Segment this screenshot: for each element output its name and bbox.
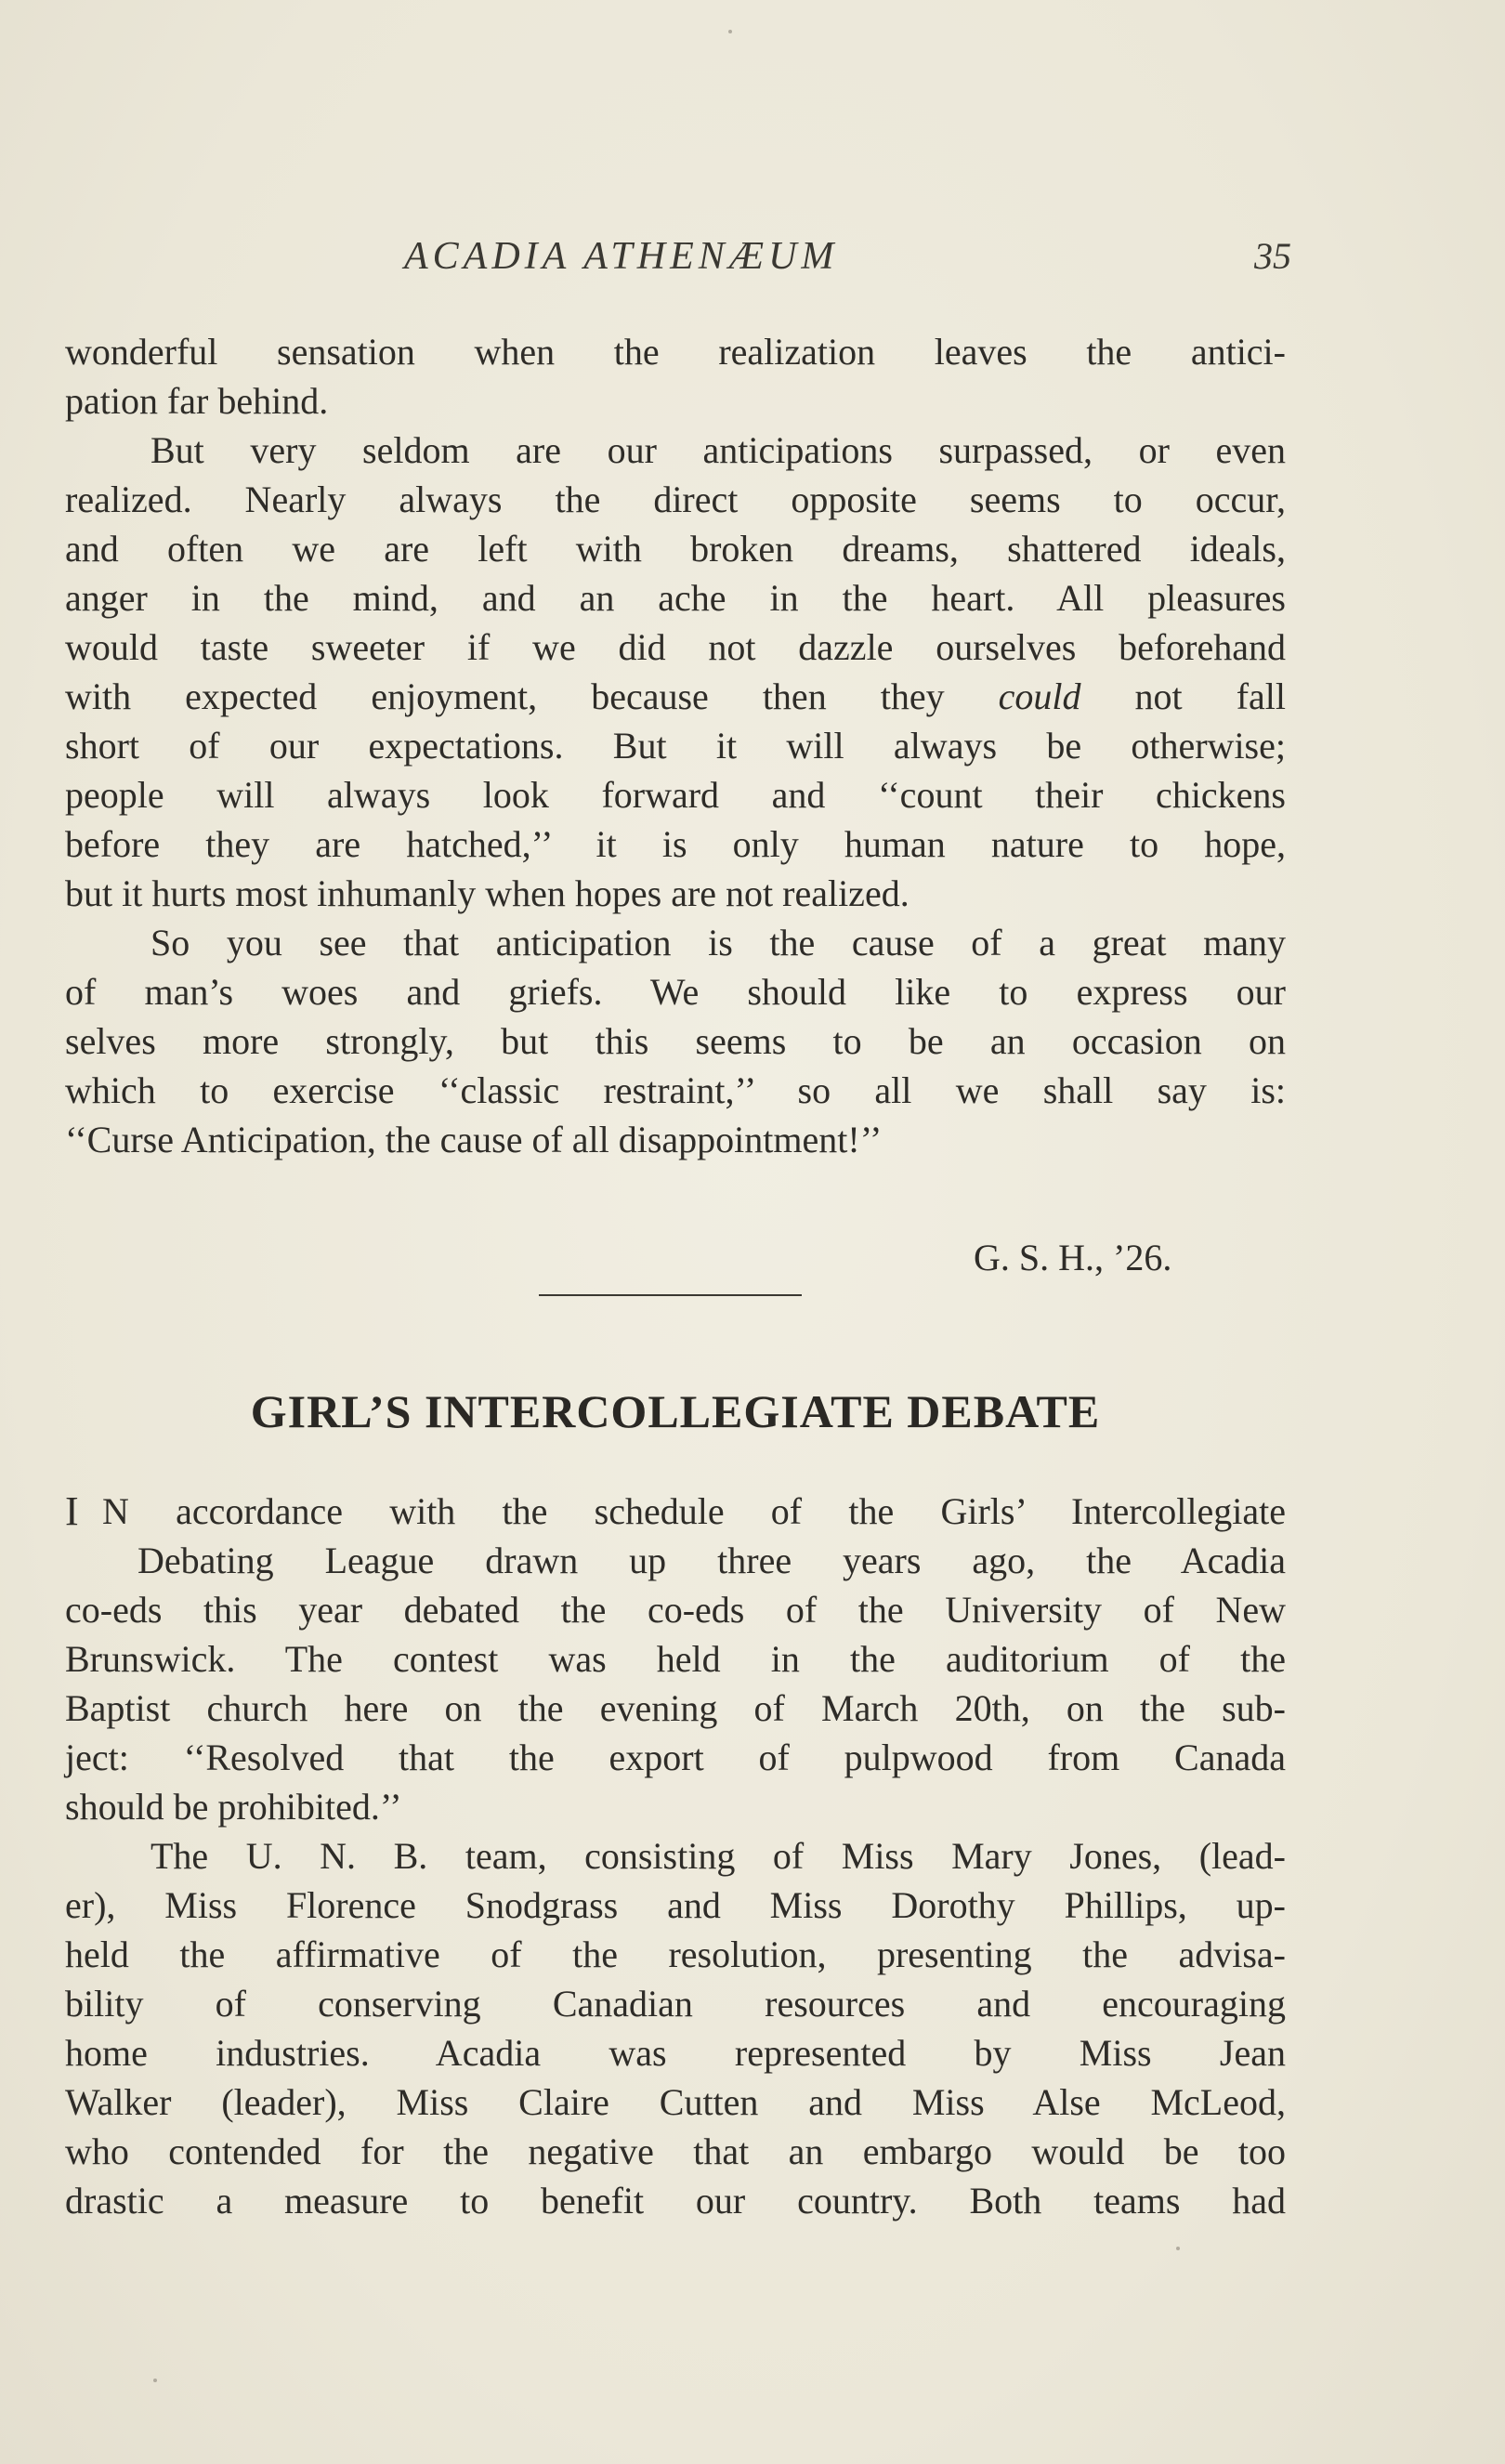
author-signature: G. S. H., ’26. bbox=[974, 1237, 1172, 1278]
running-title: ACADIA ATHENÆUM bbox=[404, 235, 839, 278]
essay-line: people will always look forward and ‘‘count their chickens bbox=[65, 774, 1286, 816]
paper-speck bbox=[728, 30, 732, 33]
debate-line: ject: ‘‘Resolved that the export of pulpwood from Canada bbox=[65, 1737, 1286, 1778]
essay-line: selves more strongly, but this seems to be an occasion on bbox=[65, 1020, 1286, 1062]
essay-line: ‘‘Curse Anticipation, the cause of all disappointment!’’ bbox=[65, 1119, 883, 1160]
debate-line: who contended for the negative that an embargo would be too bbox=[65, 2130, 1286, 2172]
essay-body bbox=[65, 327, 1286, 1164]
italic-word: could bbox=[998, 675, 1081, 717]
essay-line: which to exercise ‘‘classic restraint,’’ so all we shall say is: bbox=[65, 1069, 1286, 1111]
debate-line: Brunswick. The contest was held in the auditorium of the bbox=[65, 1638, 1286, 1680]
essay-line-start: with expected enjoyment, because then they bbox=[65, 675, 999, 717]
essay-line: and often we are left with broken dreams, shattered ideals, bbox=[65, 528, 1286, 570]
debate-line: held the affirmative of the resolution, presenting the advisa- bbox=[65, 1933, 1286, 1975]
essay-line: but it hurts most inhumanly when hopes are not realized. bbox=[65, 872, 910, 914]
essay-line-end: not fall bbox=[1080, 675, 1287, 717]
paper-speck bbox=[153, 2379, 157, 2382]
debate-line: drastic a measure to benefit our country. Both teams had bbox=[65, 2180, 1286, 2222]
debate-line-first bbox=[65, 1487, 1286, 1536]
essay-line: of man’s woes and griefs. We should like to express our bbox=[65, 971, 1286, 1013]
debate-line: home industries. Acadia was represented by Miss Jean bbox=[65, 2032, 1286, 2074]
section-divider bbox=[539, 1294, 802, 1296]
drop-initial: I bbox=[65, 1488, 79, 1534]
debate-body bbox=[65, 1487, 1286, 2225]
essay-line: short of our expectations. But it will always be otherwise; bbox=[65, 725, 1286, 767]
essay-line: realized. Nearly always the direct opposite seems to occur, bbox=[65, 478, 1286, 520]
debate-line: Debating League drawn up three years ago, the Acadia bbox=[137, 1540, 1286, 1581]
essay-line: pation far behind. bbox=[65, 380, 329, 422]
essay-line: wonderful sensation when the realization leaves the antici- bbox=[65, 331, 1286, 373]
section-heading: GIRL’S INTERCOLLEGIATE DEBATE bbox=[250, 1385, 1101, 1437]
essay-line: before they are hatched,’’ it is only human nature to hope, bbox=[65, 823, 1286, 865]
debate-line: co-eds this year debated the co-eds of the University of New bbox=[65, 1589, 1286, 1631]
debate-line: N accordance with the schedule of the Girls’ Intercollegiate bbox=[102, 1490, 1286, 1532]
page-number: 35 bbox=[1254, 235, 1291, 277]
essay-line: So you see that anticipation is the cause of a great many bbox=[150, 922, 1286, 963]
essay-line: But very seldom are our anticipations surpassed, or even bbox=[150, 429, 1286, 471]
debate-line: Walker (leader), Miss Claire Cutten and Miss Alse McLeod, bbox=[65, 2081, 1286, 2123]
essay-line: would taste sweeter if we did not dazzle ourselves beforehand bbox=[65, 626, 1286, 668]
running-head bbox=[65, 234, 1291, 281]
essay-line: anger in the mind, and an ache in the heart. All pleasures bbox=[65, 577, 1286, 619]
debate-line: The U. N. B. team, consisting of Miss Mary Jones, (lead- bbox=[150, 1835, 1286, 1877]
paper-speck bbox=[1176, 2247, 1180, 2250]
debate-line: Baptist church here on the evening of March 20th, on the sub- bbox=[65, 1687, 1286, 1729]
debate-line: should be prohibited.’’ bbox=[65, 1786, 402, 1828]
debate-line: bility of conserving Canadian resources and encouraging bbox=[65, 1983, 1286, 2025]
essay-line-with-italic bbox=[65, 672, 1286, 721]
debate-line: er), Miss Florence Snodgrass and Miss Dorothy Phillips, up- bbox=[65, 1884, 1286, 1926]
